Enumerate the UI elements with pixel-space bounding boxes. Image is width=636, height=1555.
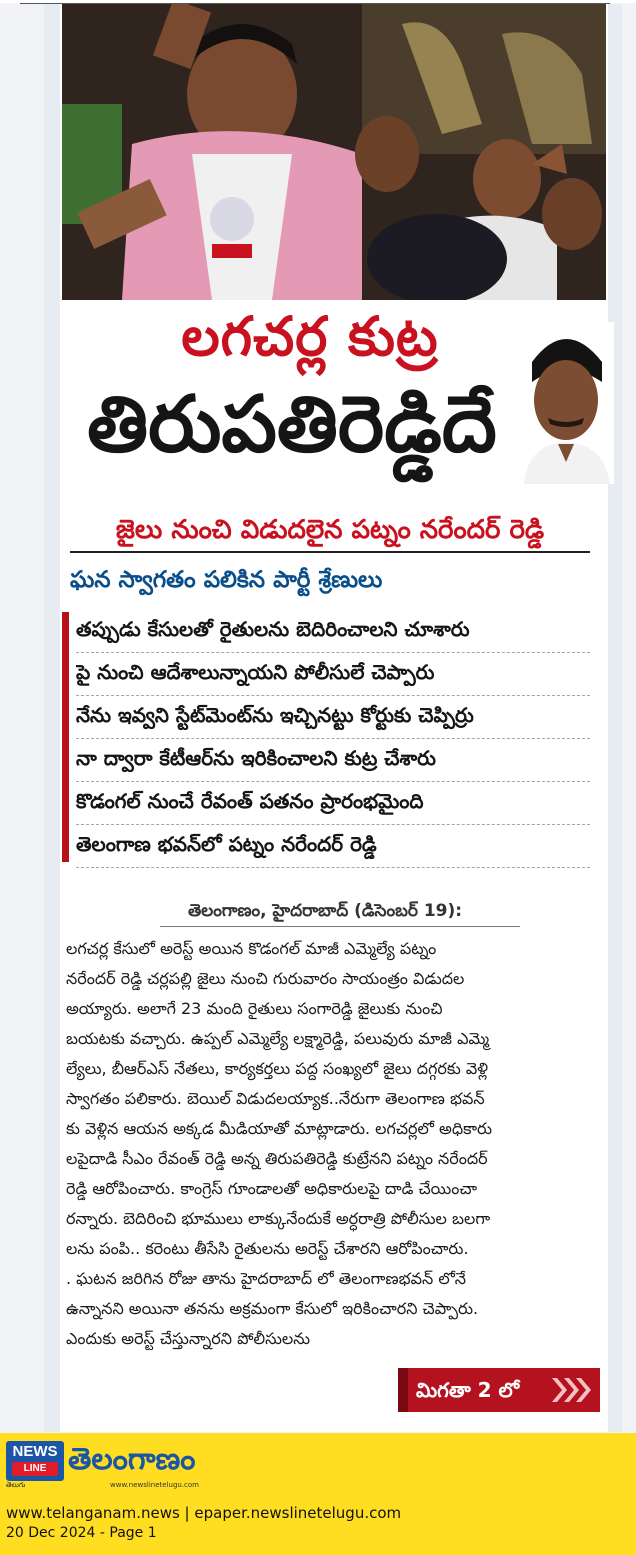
body-line: లపైదాడి సీఎం రేవంత్ రెడ్డి అన్న తిరుపతిరెడ్డి కుట్రేనని పట్నం నరేందర్ xyxy=(66,1149,488,1168)
continue-label: మిగతా 2 లో xyxy=(416,1378,520,1402)
continue-notch xyxy=(398,1368,408,1412)
double-chevron-right-icon xyxy=(548,1368,598,1412)
body-line: ఉన్నానని అయినా తనను అక్రమంగా కేసులో ఇరికించారని చెప్పారు. xyxy=(66,1299,479,1318)
highlight-item: పై నుంచి ఆదేశాలున్నాయని పోలీసులే చెప్పారు xyxy=(76,653,590,696)
celebration-photo-art xyxy=(62,4,606,300)
newsline-logo[interactable] xyxy=(6,1441,64,1481)
portrait-art xyxy=(518,322,614,484)
newsline-logo-news: NEWS xyxy=(12,1443,58,1460)
main-headline: తిరుపతిరెడ్డిదే xyxy=(87,380,497,470)
highlights-accent-bar xyxy=(62,612,69,862)
body-line: బయటకు వచ్చారు. ఉప్పల్ ఎమ్మెల్యే లక్ష్మారెడ్డి, పలువురు మాజీ ఎమ్మె xyxy=(66,1029,490,1048)
body-line: ఎందుకు అరెస్ట్ చేస్తున్నారని పోలీసులను xyxy=(66,1329,311,1348)
highlights-list xyxy=(76,610,590,868)
newsline-logo-line: LINE xyxy=(12,1462,58,1476)
body-line: రన్నారు. బెదిరించి భూములు లాక్కునేందుకే అర్ధరాత్రి పోలీసుల బలగా xyxy=(66,1209,491,1228)
body-line: ల్యేలు, బీఆర్ఎస్ నేతలు, కార్యకర్తలు పద్ద సంఖ్యలో జైలు దగ్గరకు వెళ్లి xyxy=(66,1059,489,1078)
highlight-item: తెలంగాణ భవన్‌లో పట్నం నరేందర్ రెడ్డి xyxy=(76,825,590,868)
body-line: . ఘటన జరిగిన రోజు తాను హైదరాబాద్ లో తెలంగాణభవన్ లోనే xyxy=(66,1269,467,1288)
body-line: స్వాగతం పలికారు. బెయిల్ విడుదలయ్యాక..నేరుగా తెలంగాణ భవన్ xyxy=(66,1089,485,1108)
newsline-logo-sub: తెలుగు xyxy=(6,1481,26,1489)
highlight-item: నా ద్వారా కేటీఆర్‌ను ఇరికించాలని కుట్ర చేశారు xyxy=(76,739,590,782)
highlight-item: తప్పుడు కేసులతో రైతులను బెదిరించాలని చూశారు xyxy=(76,610,590,653)
body-line: రెడ్డి ఆరోపించారు. కాంగ్రెస్ గూండాలతో అధికారులపై దాడి చేయించా xyxy=(66,1179,477,1198)
dateline-rule xyxy=(160,926,520,927)
kicker-headline: లగచర్ల కుట్ర xyxy=(181,305,439,368)
body-line: నరేందర్ రెడ్డి చర్లపల్లి జైలు నుంచి గురువారం సాయంత్రం విడుదల xyxy=(66,969,465,988)
telanganam-logo[interactable]: తెలంగాణం xyxy=(68,1442,196,1477)
body-line: అయ్యారు. అలాగే 23 మంది రైతులు సంగారెడ్డి జైలుకు నుంచి xyxy=(66,999,443,1018)
footer-links[interactable]: www.telanganam.news | epaper.newslinetelugu.com xyxy=(6,1504,402,1522)
chevron-art xyxy=(548,1368,598,1412)
celebration-photo xyxy=(62,4,606,300)
continued-on-page-button[interactable] xyxy=(398,1368,600,1412)
article-body xyxy=(66,934,602,1354)
dateline: తెలంగాణం, హైదరాబాద్ (డిసెంబర్ 19): xyxy=(187,901,463,921)
subheadline-red: జైలు నుంచి విడుదలైన పట్నం నరేందర్ రెడ్డి xyxy=(115,515,545,545)
highlight-item: కొడంగల్ నుంచే రేవంత్ పతనం ప్రారంభమైంది xyxy=(76,782,590,825)
highlight-item: నేను ఇవ్వని స్టేట్‌మెంట్‌ను ఇచ్చినట్టు కోర్టుకు చెప్పిర్రు xyxy=(76,696,590,739)
highlights-box xyxy=(62,610,590,860)
tirupati-reddy-portrait xyxy=(518,322,614,484)
body-line: లను పంపి.. కరెంటు తీసేసి రైతులను అరెస్ట్ చేశారని ఆరోపించారు. xyxy=(66,1239,469,1258)
footer-bar xyxy=(0,1433,636,1555)
body-line: లగచర్ల కేసులో అరెస్ట్ అయిన కొడంగల్ మాజీ ఎమ్మెల్యే పట్నం xyxy=(66,939,437,958)
logo-url: www.newslinetelugu.com xyxy=(110,1481,199,1489)
subheadline-rule xyxy=(70,551,590,553)
edition-date-page: 20 Dec 2024 - Page 1 xyxy=(6,1525,157,1541)
subheadline-blue: ఘన స్వాగతం పలికిన పార్టీ శ్రేణులు xyxy=(70,567,383,593)
body-line: కు వెళ్లిన ఆయన అక్కడ మీడియాతో మాట్లాడారు. లగచర్లలో అధికారు xyxy=(66,1119,493,1138)
